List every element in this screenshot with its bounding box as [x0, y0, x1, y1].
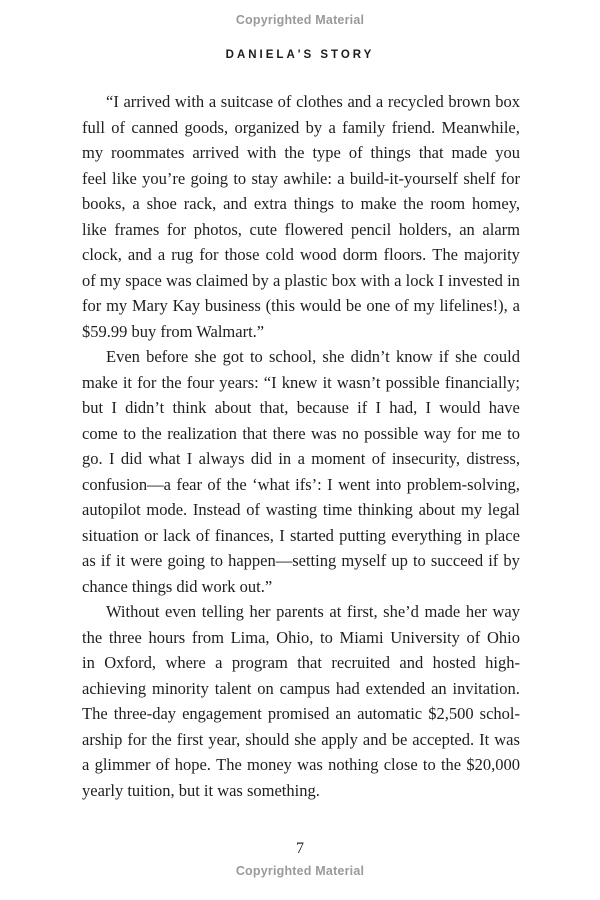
text-line: like frames for photos, cute flowered pencil holders, an alarm	[82, 219, 520, 239]
text-line: come to the realization that there was no possible way for me to	[82, 423, 520, 443]
text-line: the three hours from Lima, Ohio, to Miami University of Ohio	[82, 627, 520, 647]
text-line: autopilot mode. Instead of wasting time thinking about my legal	[82, 500, 520, 519]
text-line: but I didn’t think about that, because if I had, I would have	[82, 398, 520, 417]
page-number: 7	[296, 840, 304, 857]
text-line: in Oxford, where a program that recruited and hosted high-	[82, 653, 520, 672]
text-line: $59.99 buy from Walmart.”	[82, 321, 265, 341]
text-line: as if it were going to happen—setting myself up to succeed if by	[82, 551, 520, 570]
text-line: Even before she got to school, she didn’t know if she could	[106, 347, 520, 366]
text-line: for my Mary Kay business (this would be one of my lifelines!), a	[82, 296, 520, 315]
text-line: full of canned goods, organized by a family friend. Meanwhile,	[82, 117, 520, 137]
text-line: confusion—a fear of the ‘what ifs’: I went into problem-solving,	[82, 474, 520, 494]
text-line: yearly tuition, but it was something.	[82, 780, 320, 800]
running-header: DANIELA'S STORY	[225, 49, 375, 61]
text-line: Without even telling her parents at first, she’d made her way	[106, 602, 520, 621]
text-line: of my space was claimed by a plastic box with a lock I invested in	[82, 270, 520, 290]
text-line: achieving minority talent on campus had extended an invitation.	[82, 678, 520, 698]
text-line: clock, and a rug for those cold wood dorm floors. The majority	[82, 245, 520, 264]
text-line: “I arrived with a suitcase of clothes and a recycled brown box	[106, 92, 520, 111]
text-line: feel like you’re going to stay awhile: a build-it-yourself shelf for	[82, 168, 520, 188]
text-line: The three-day engagement promised an automatic $2,500 schol-	[82, 704, 520, 723]
text-line: arship for the first year, should she apply and be accepted. It was	[82, 729, 520, 749]
copyright-notice-top: Copyrighted Material	[235, 13, 365, 27]
text-line: a glimmer of hope. The money was nothing close to the $20,000	[82, 755, 520, 774]
text-line: chance things did work out.”	[82, 576, 273, 596]
body-text-block	[82, 89, 520, 803]
copyright-notice-bottom: Copyrighted Material	[235, 864, 365, 878]
text-line: situation or lack of finances, I started putting everything in place	[82, 525, 520, 545]
text-line: go. I did what I always did in a moment of insecurity, distress,	[82, 449, 520, 468]
text-line: books, a shoe rack, and extra things to make the room homey,	[82, 194, 520, 213]
text-line: make it for the four years: “I knew it wasn’t possible financially;	[82, 372, 520, 392]
text-line: my roommates arrived with the type of things that made you	[82, 143, 520, 162]
